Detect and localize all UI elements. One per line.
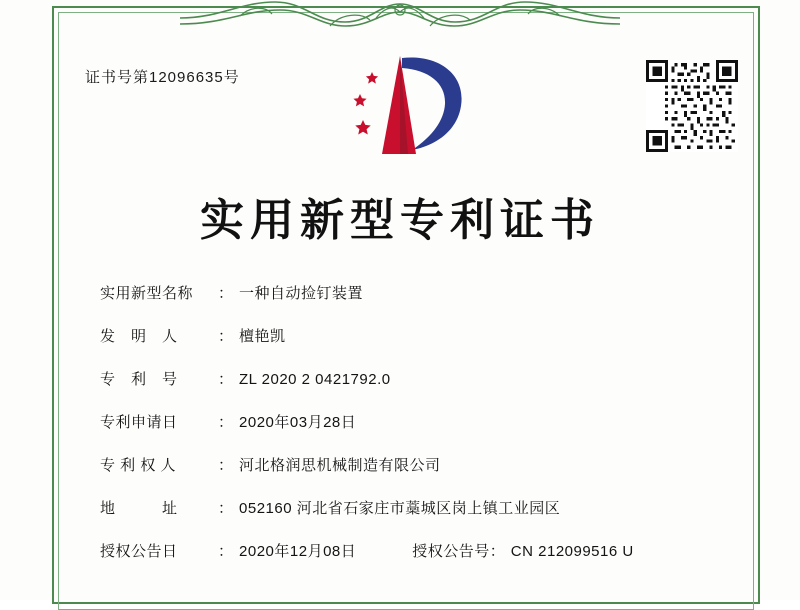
patent-office-emblem-icon [330, 50, 480, 165]
field-colon-announcement-number: ： [489, 543, 505, 560]
field-label-announcement-date: 授权公告日 [100, 543, 178, 560]
field-value-announcement-number: CN 212099516 U [510, 543, 634, 560]
field-value-patentee: 河北格润思机械制造有限公司 [239, 457, 441, 474]
field-colon-address: ： [218, 500, 234, 517]
field-row-patent-number [100, 368, 730, 389]
field-colon-inventor: ： [218, 328, 234, 345]
qr-code [646, 60, 738, 152]
field-value-patent-number: ZL 2020 2 0421792.0 [239, 371, 391, 388]
field-row-application-date [100, 411, 730, 432]
field-row-patentee [100, 454, 730, 475]
field-value-inventor: 檀艳凯 [239, 328, 286, 345]
field-value-invention-name: 一种自动捡钉装置 [239, 285, 364, 302]
field-value-application-date: 2020年03月28日 [239, 414, 357, 431]
certificate-number: 证书号第12096635号 [85, 69, 240, 86]
field-value-announcement-date: 2020年12月08日 [239, 543, 357, 560]
field-label-application-date: 专利申请日 [100, 414, 178, 431]
field-row-invention-name [100, 282, 730, 303]
page-title: 实用新型专利证书 [200, 195, 600, 246]
field-label-patentee: 专 利 权 人 [100, 457, 177, 474]
field-colon-invention-name: ： [218, 285, 234, 302]
field-colon-patentee: ： [218, 457, 234, 474]
certificate-fields [100, 282, 730, 561]
field-label-address: 地 址 [100, 500, 178, 517]
field-label-invention-name: 实用新型名称 [100, 285, 194, 302]
field-label-patent-number: 专 利 号 [100, 371, 178, 388]
field-colon-patent-number: ： [218, 371, 234, 388]
field-row-announcement [100, 540, 730, 561]
field-label-inventor: 发 明 人 [100, 328, 178, 345]
field-colon-application-date: ： [218, 414, 234, 431]
field-row-address [100, 497, 730, 518]
field-colon-announcement-date: ： [218, 543, 234, 560]
field-value-address: 052160 河北省石家庄市藁城区岗上镇工业园区 [239, 500, 561, 517]
field-label-announcement-number: 授权公告号 [412, 543, 490, 560]
field-row-inventor [100, 325, 730, 346]
ornamental-header-decoration [180, 0, 620, 36]
